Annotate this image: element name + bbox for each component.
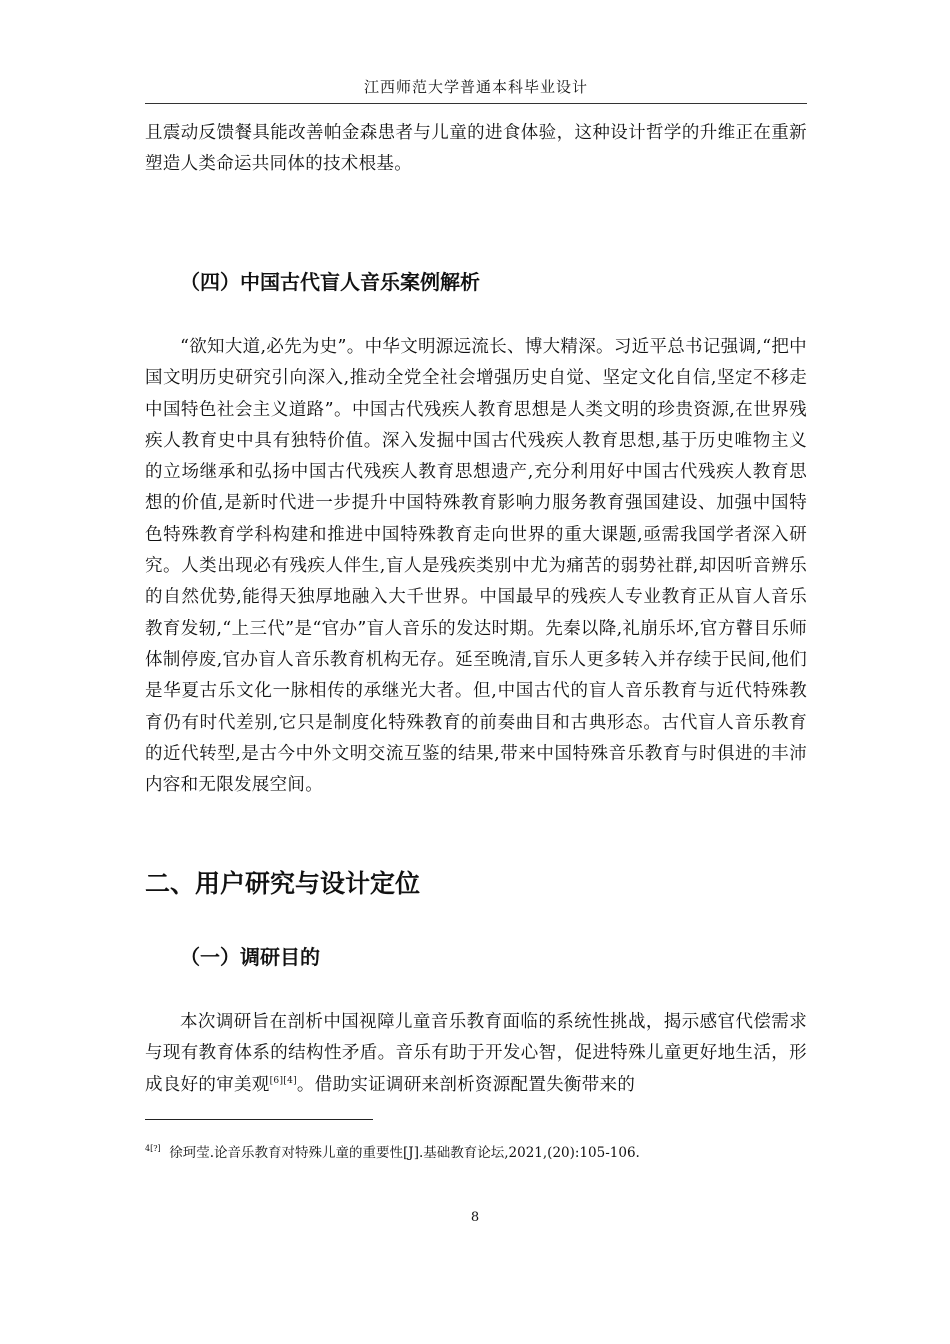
- footnote-rule: [145, 1119, 373, 1120]
- footnote-marker: 4[?]: [145, 1144, 161, 1153]
- continuation-paragraph: 且震动反馈餐具能改善帕金森患者与儿童的进食体验，这种设计哲学的升维正在重新塑造人类命运共同体的技术根基。: [145, 123, 807, 175]
- footnote: [145, 1141, 845, 1161]
- section-4-heading: （四）中国古代盲人音乐案例解析: [180, 270, 480, 294]
- running-header: 江西师范大学普通本科毕业设计: [363, 78, 588, 96]
- chapter-2-heading: 二、用户研究与设计定位: [145, 869, 421, 898]
- section-4-paragraph: “欲知大道,必先为史”。中华文明源远流长、博大精深。习近平总书记强调,“把中国文明历史研究引向深入,推动全党全社会增强历史自觉、坚定文化自信,坚定不移走中国特色社会主义道路”。中国古代残疾人教育思想是人类文明的珍贵资源,在世界残疾人教育史中具有独特价值。深入发掘中国古代残疾人教育思想,基于历史唯物主义的立场继承和弘扬中国古代残疾人教育思想遗产,充分利用好中国古代残疾人教育思想的价值,是新时代进一步提升中国特殊教育影响力服务教育强国建设、加强中国特色特殊教育学科构建和推进中国特殊教育走向世界的重大课题,亟需我国学者深入研究。人类出现必有残疾人伴生,盲人是残疾类别中尤为痛苦的弱势社群,却因听音辨乐的自然优势,能得天独厚地融入大千世界。中国最早的残疾人专业教育正从盲人音乐教育发轫,“上三代”是“官办”盲人音乐的发达时期。先秦以降,礼崩乐坏,官方瞽目乐师体制停废,官办盲人音乐教育机构无存。延至晚清,盲乐人更多转入并存续于民间,他们是华夏古乐文化一脉相传的承继光大者。但,中国古代的盲人音乐教育与近代特殊教育仍有时代差别,它只是制度化特殊教育的前奏曲目和古典形态。古代盲人音乐教育的近代转型,是古今中外文明交流互鉴的结果,带来中国特殊音乐教育与时俱进的丰沛内容和无限发展空间。: [145, 337, 807, 796]
- page-number: 8: [470, 1210, 480, 1225]
- paragraph-text-after-citation: 。借助实证调研来剖析资源配置失衡带来的: [296, 1074, 636, 1095]
- footnote-text: 徐珂莹.论音乐教育对特殊儿童的重要性[J].基础教育论坛,2021,(20):105-106.: [169, 1145, 640, 1161]
- section-2-1-heading: （一）调研目的: [180, 945, 320, 969]
- paragraph-text-before-citation: 本次调研旨在剖析中国视障儿童音乐教育面临的系统性挑战，揭示感官代偿需求与现有教育体系的结构性矛盾。音乐有助于开发心智，促进特殊儿童更好地生活，形成良好的审美观: [145, 1012, 807, 1095]
- header-rule: [145, 103, 807, 104]
- section-2-1-paragraph: [145, 1007, 807, 1101]
- citation-marker[interactable]: [6][4]: [269, 1075, 297, 1086]
